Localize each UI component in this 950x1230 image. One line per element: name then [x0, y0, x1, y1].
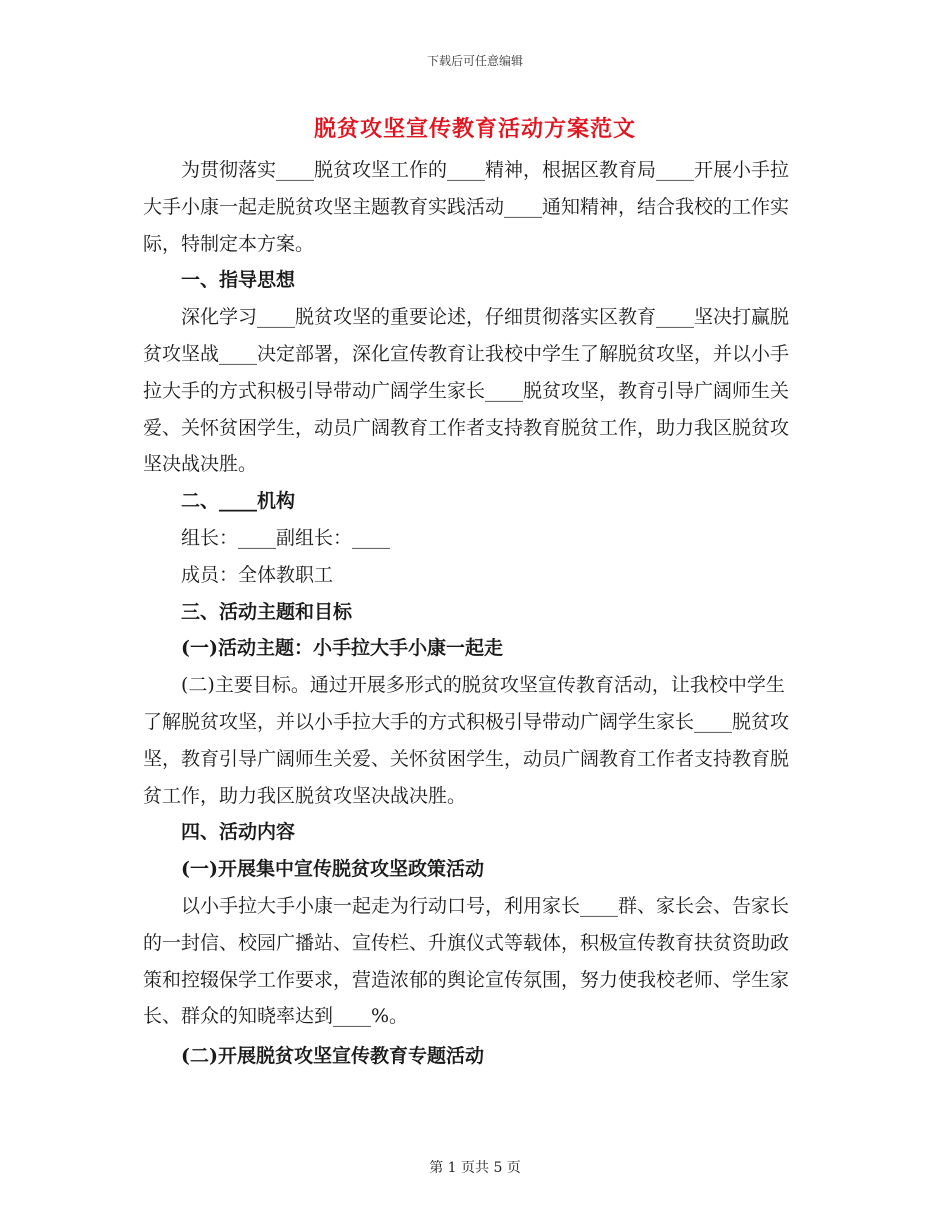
subheading-policy-campaign: (一)开展集中宣传脱贫攻坚政策活动: [181, 858, 484, 881]
section-heading-activity-content: 四、活动内容: [181, 821, 296, 844]
subheading-special-activity: (二)开展脱贫攻坚宣传教育专题活动: [181, 1045, 484, 1068]
section-heading-organization: 二、____机构: [181, 490, 296, 513]
section-heading-guiding-ideology: 一、指导思想: [181, 269, 296, 292]
organization-leaders: 组长：____副组长：____: [181, 526, 391, 549]
subheading-activity-theme: (一)活动主题：小手拉大手小康一起走: [181, 637, 503, 660]
policy-campaign-paragraph: 以小手拉大手小康一起走为行动口号，利用家长____群、家长会、告家长的一封信、校园广播站、宣传栏、升旗仪式等载体，积极宣传教育扶贫资助政策和控辍保学工作要求，营造浓郁的舆论宣传氛围，努力使我校老师、学生家长、群众的知晓率达到____%。: [143, 894, 790, 1028]
organization-members: 成员：全体教职工: [181, 563, 334, 586]
header-note: 下载后可任意编辑: [426, 54, 523, 68]
main-goals-paragraph: (二)主要目标。通过开展多形式的脱贫攻坚宣传教育活动，让我校中学生了解脱贫攻坚，并以小手拉大手的方式积极引导带动广阔学生家长____脱贫攻坚，教育引导广阔师生关爱、关怀贫困学生，动员广阔教育工作者支持教育脱贫工作，助力我区脱贫攻坚决战决胜。: [143, 674, 790, 807]
page-footer: 第 1 页共 5 页: [429, 1160, 521, 1176]
guiding-ideology-paragraph: 深化学习____脱贫攻坚的重要论述，仔细贯彻落实区教育____坚决打赢脱贫攻坚战____决定部署，深化宣传教育让我校中学生了解脱贫攻坚，并以小手拉大手的方式积极引导带动广阔学生家长____脱贫攻坚，教育引导广阔师生关爱、关怀贫困学生，动员广阔教育工作者支持教育脱贫工作，助力我区脱贫攻坚决战决胜。: [143, 306, 790, 476]
section-heading-theme-goals: 三、活动主题和目标: [181, 600, 353, 623]
document-title: 脱贫攻坚宣传教育活动方案范文: [313, 116, 636, 142]
document-body: [143, 152, 803, 1075]
intro-paragraph: 为贯彻落实____脱贫攻坚工作的____精神，根据区教育局____开展小手拉大手小康一起走脱贫攻坚主题教育实践活动____通知精神，结合我校的工作实际，特制定本方案。: [143, 159, 790, 255]
